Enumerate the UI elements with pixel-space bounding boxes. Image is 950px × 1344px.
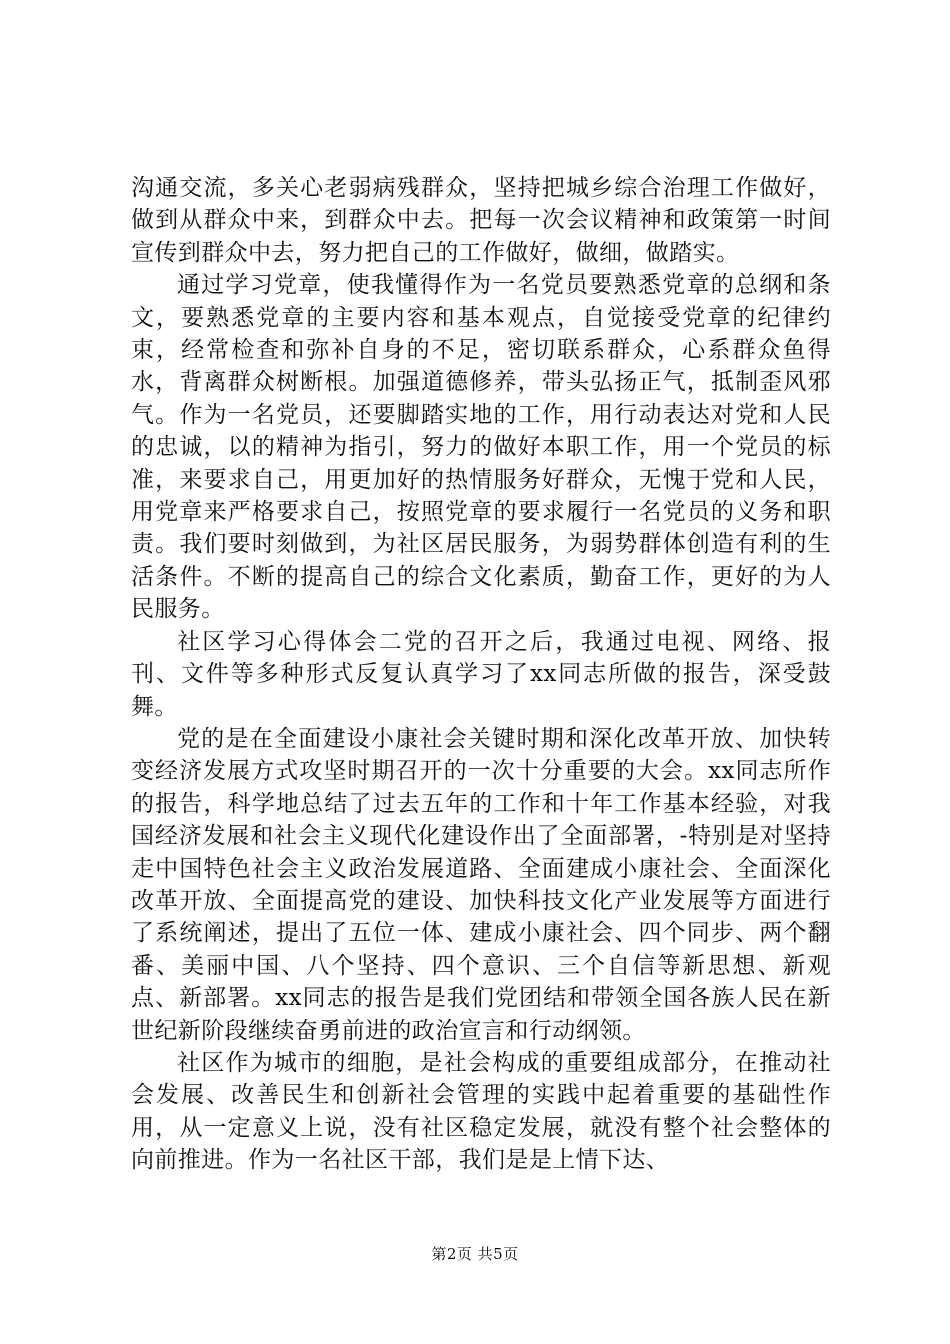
paragraph-2: 通过学习党章，使我懂得作为一名党员要熟悉党章的总纲和条文，要熟悉党章的主要内容和基本观点，自觉接受党章的纪律约束，经常检查和弥补自身的不足，密切联系群众，心系群众鱼得水，背离群众树断根。加强道德修养，带头弘扬正气，抵制歪风邪气。作为一名党员，还要脚踏实地的工作，用行动表达对党和人民的忠诚，以的精神为指引，努力的做好本职工作，用一个党员的标准，来要求自己，用更加好的热情服务好群众，无愧于党和人民，用党章来严格要求自己，按照党章的要求履行一名党员的义务和职责。我们要时刻做到，为社区居民服务，为弱势群体创造有利的生活条件。不断的提高自己的综合文化素质，勤奋工作，更好的为人民服务。 [131, 272, 831, 623]
page-number-footer: 第2页 共5页 [431, 1245, 519, 1263]
document-body [131, 172, 831, 1177]
paragraph-1: 沟通交流，多关心老弱病残群众，坚持把城乡综合治理工作做好，做到从群众中来，到群众中去。把每一次会议精神和政策第一时间宣传到群众中去，努力把自己的工作做好，做细，做踏实。 [131, 175, 831, 266]
paragraph-5: 社区作为城市的细胞，是社会构成的重要组成部分，在推动社会发展、改善民生和创新社会管理的实践中起着重要的基础性作用，从一定意义上说，没有社区稳定发展，就没有整个社会整体的向前推进。作为一名社区干部，我们是是上情下达、 [131, 1049, 831, 1174]
paragraph-4: 党的是在全面建设小康社会关键时期和深化改革开放、加快转变经济发展方式攻坚时期召开的一次十分重要的大会。xx同志所作的报告，科学地总结了过去五年的工作和十年工作基本经验，对我国经济发展和社会主义现代化建设作出了全面部署，-特别是对坚持走中国特色社会主义政治发展道路、全面建成小康社会、全面深化改革开放、全面提高党的建设、加快科技文化产业发展等方面进行了系统阐述，提出了五位一体、建成小康社会、四个同步、两个翻番、美丽中国、八个坚持、四个意识、三个自信等新思想、新观点、新部署。xx同志的报告是我们党团结和带领全国各族人民在新世纪新阶段继续奋勇前进的政治宣言和行动纲领。 [131, 725, 831, 1044]
paragraph-3: 社区学习心得体会二党的召开之后，我通过电视、网络、报刊、文件等多种形式反复认真学习了xx同志所做的报告，深受鼓舞。 [131, 628, 831, 720]
